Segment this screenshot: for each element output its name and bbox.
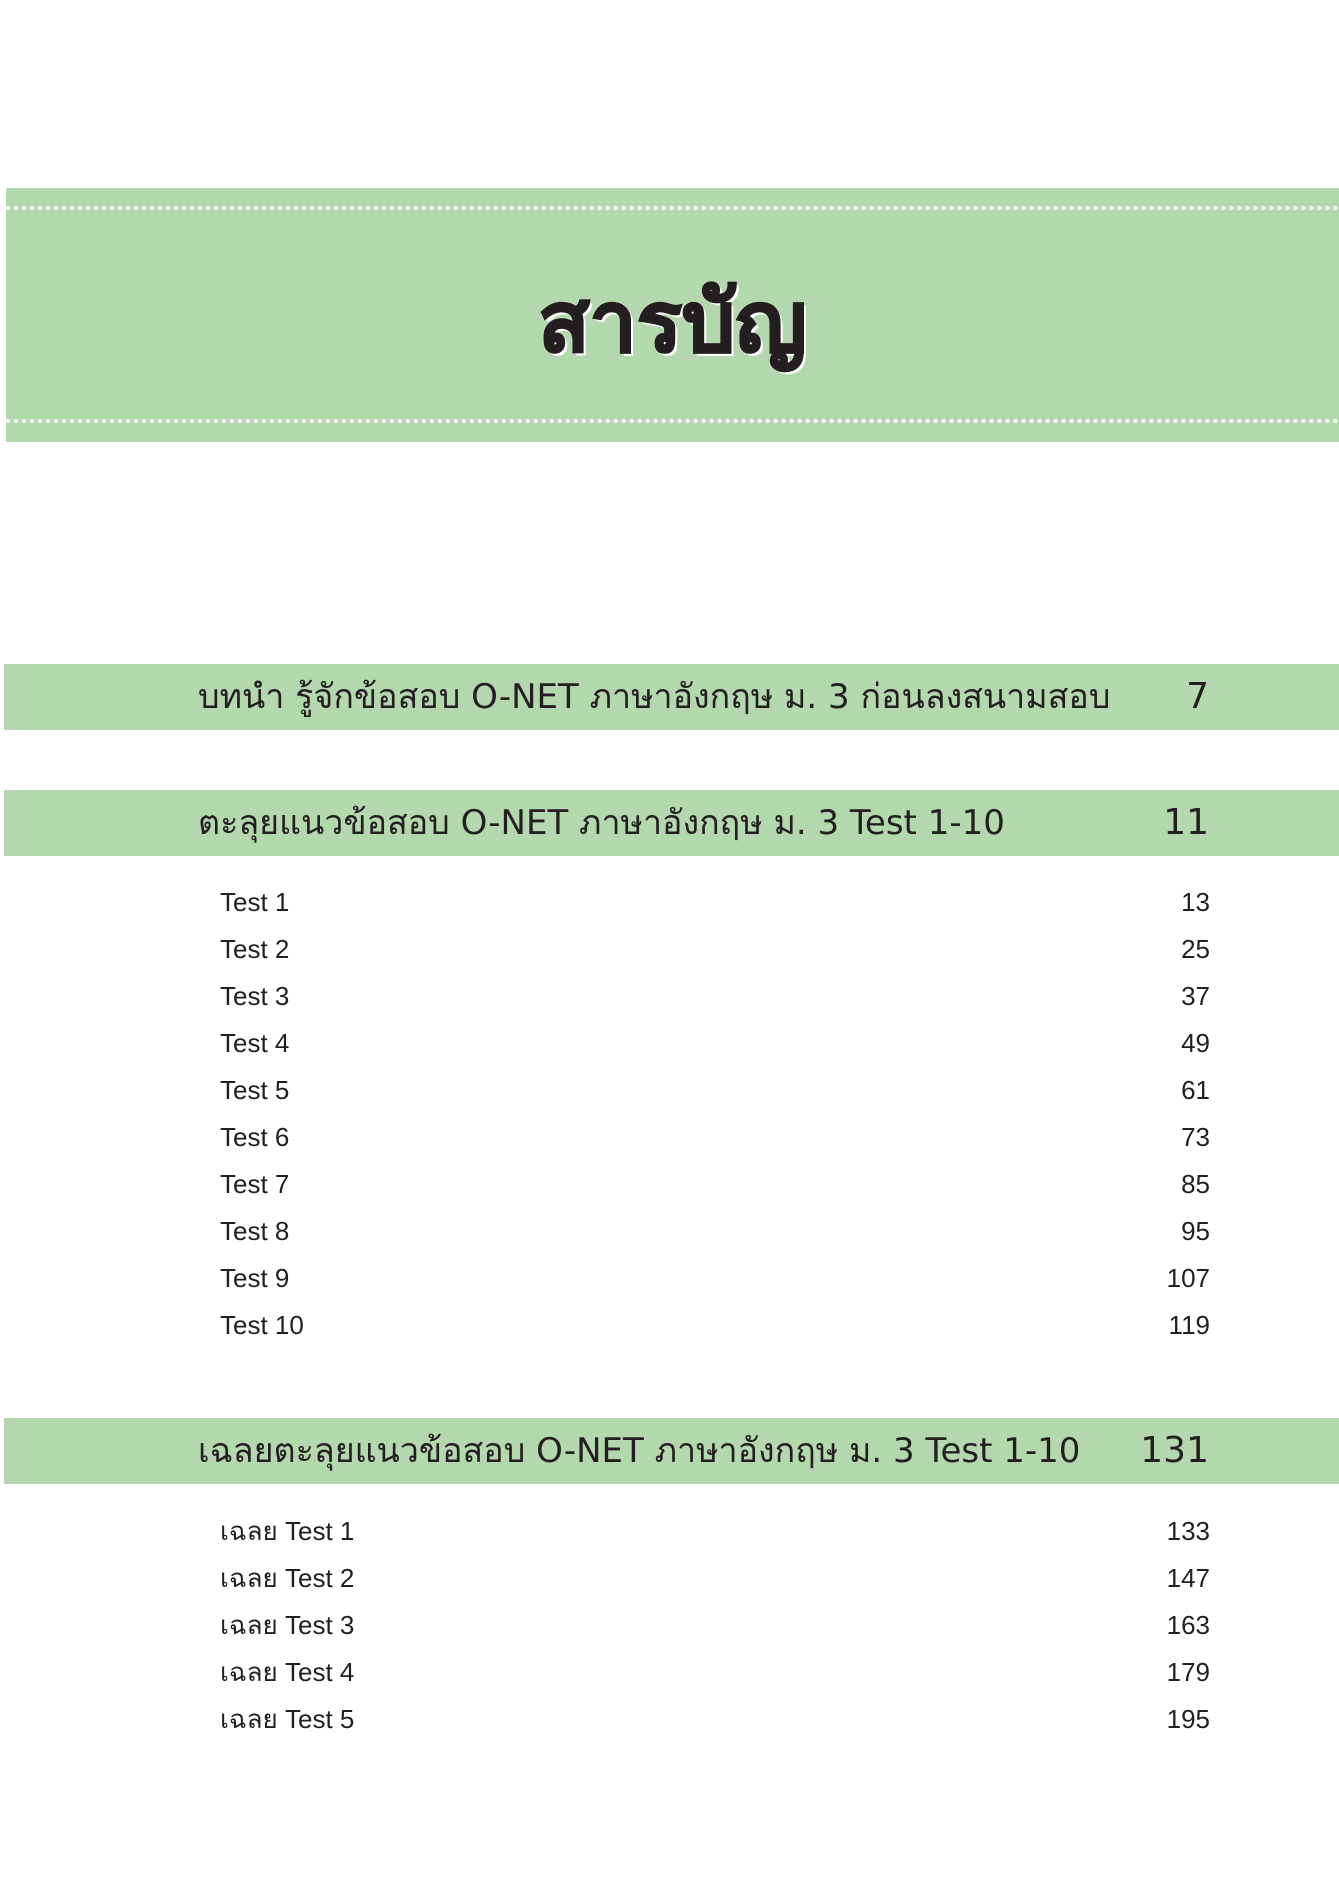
- entry-page-number: 25: [1181, 934, 1210, 964]
- entry-label: Test 6: [220, 1122, 290, 1152]
- toc-entry-test-8[interactable]: [220, 1209, 1210, 1253]
- entry-label: เฉลย Test 5: [220, 1704, 355, 1734]
- entry-page-number: 107: [1166, 1263, 1210, 1293]
- entry-label: Test 7: [220, 1169, 290, 1199]
- entry-label: Test 3: [220, 981, 290, 1011]
- entry-label: เฉลย Test 1: [220, 1516, 355, 1546]
- toc-entry-test-2[interactable]: [220, 927, 1210, 971]
- title-band: [6, 188, 1339, 442]
- entry-label: Test 2: [220, 934, 290, 964]
- entry-page-number: 73: [1181, 1122, 1210, 1152]
- entry-page-number: 179: [1166, 1657, 1210, 1687]
- toc-entry-test-10[interactable]: [220, 1303, 1210, 1347]
- section-practice-tests[interactable]: [4, 790, 1339, 856]
- entry-page-number: 195: [1166, 1704, 1210, 1734]
- entry-page-number: 95: [1181, 1216, 1210, 1246]
- toc-entry-test-3[interactable]: [220, 974, 1210, 1018]
- section-title: เฉลยตะลุยแนวข้อสอบ O-NET ภาษาอังกฤษ ม. 3 Test 1-10: [198, 1431, 1081, 1471]
- toc-entry-answer-test-4[interactable]: [220, 1650, 1210, 1694]
- toc-entry-test-1[interactable]: [220, 880, 1210, 924]
- entry-page-number: 147: [1166, 1563, 1210, 1593]
- toc-entry-test-4[interactable]: [220, 1021, 1210, 1065]
- section-page-number: 11: [1163, 802, 1209, 843]
- toc-entry-test-7[interactable]: [220, 1162, 1210, 1206]
- section-answer-keys[interactable]: [4, 1418, 1339, 1484]
- entry-label: เฉลย Test 2: [220, 1563, 355, 1593]
- entry-page-number: 61: [1181, 1075, 1210, 1105]
- toc-entry-test-6[interactable]: [220, 1115, 1210, 1159]
- section-page-number: 131: [1140, 1430, 1209, 1471]
- entry-page-number: 133: [1166, 1516, 1210, 1546]
- entry-label: Test 9: [220, 1263, 290, 1293]
- entry-label: Test 4: [220, 1028, 290, 1058]
- section-page-number: 7: [1186, 676, 1209, 717]
- dotted-line-bottom: [6, 419, 1339, 423]
- entry-label: Test 5: [220, 1075, 290, 1105]
- toc-entry-answer-test-3[interactable]: [220, 1603, 1210, 1647]
- entry-page-number: 119: [1168, 1310, 1210, 1340]
- entry-label: Test 10: [220, 1310, 304, 1340]
- toc-entry-test-5[interactable]: [220, 1068, 1210, 1112]
- entry-page-number: 85: [1181, 1169, 1210, 1199]
- toc-entry-answer-test-5[interactable]: [220, 1697, 1210, 1741]
- entry-page-number: 163: [1166, 1610, 1210, 1640]
- entry-label: เฉลย Test 3: [220, 1610, 355, 1640]
- section-title: บทนำ รู้จักข้อสอบ O-NET ภาษาอังกฤษ ม. 3 ก่อนลงสนามสอบ: [198, 677, 1111, 717]
- toc-entry-answer-test-2[interactable]: [220, 1556, 1210, 1600]
- toc-entry-answer-test-1[interactable]: [220, 1509, 1210, 1553]
- toc-entry-test-9[interactable]: [220, 1256, 1210, 1300]
- entry-page-number: 37: [1181, 981, 1210, 1011]
- entry-label: Test 1: [220, 887, 290, 917]
- section-title: ตะลุยแนวข้อสอบ O-NET ภาษาอังกฤษ ม. 3 Test 1-10: [198, 803, 1005, 843]
- section-intro[interactable]: [4, 664, 1339, 730]
- entry-label: เฉลย Test 4: [220, 1657, 355, 1687]
- entry-label: Test 8: [220, 1216, 290, 1246]
- dotted-line-top: [6, 206, 1339, 210]
- page-title: สารบัญ: [538, 273, 807, 371]
- entry-page-number: 13: [1181, 887, 1210, 917]
- entry-page-number: 49: [1181, 1028, 1210, 1058]
